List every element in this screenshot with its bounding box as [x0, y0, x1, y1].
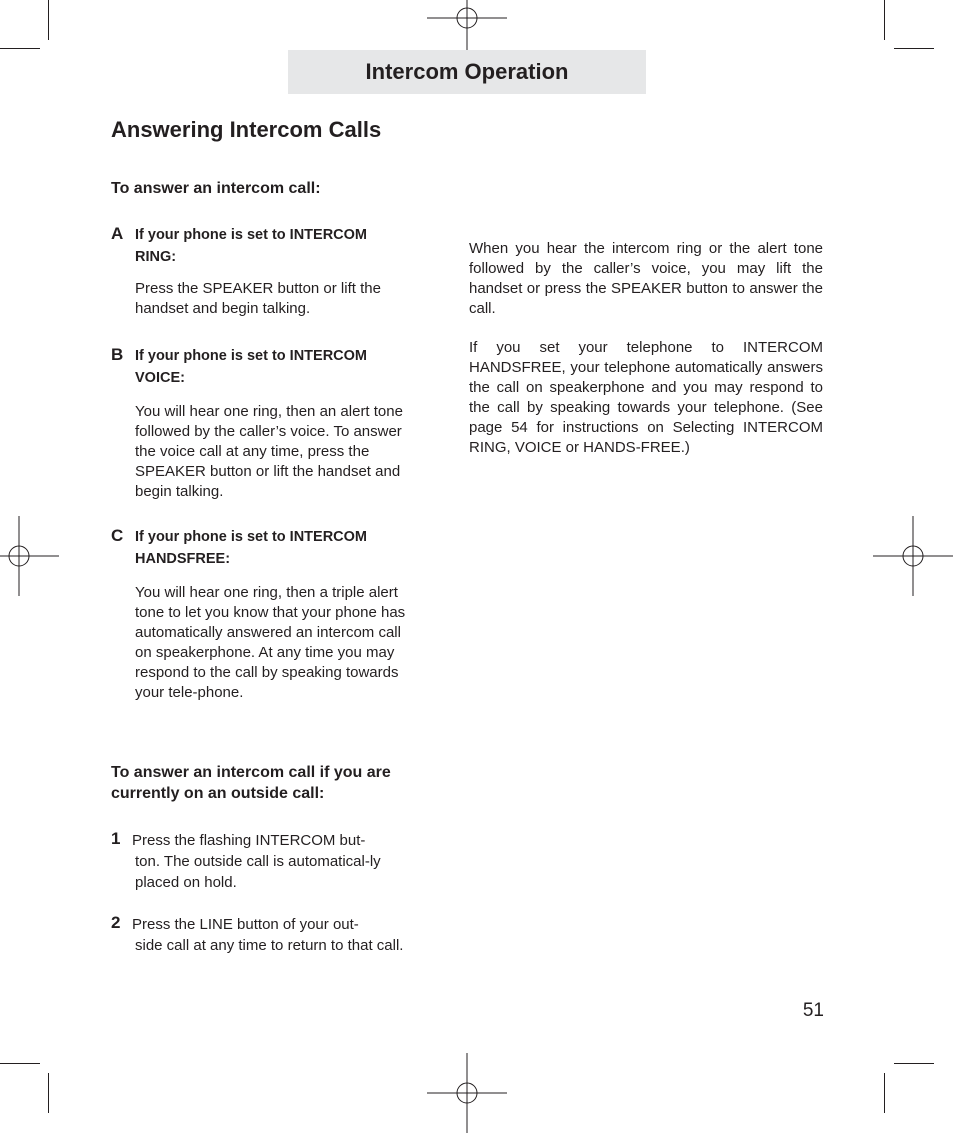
crop-mark: [48, 1073, 49, 1113]
registration-mark-icon: [873, 516, 953, 596]
crop-mark: [0, 48, 40, 49]
item-condition: If your phone is set to INTERCOM RING:: [135, 227, 368, 265]
crop-mark: [0, 1063, 40, 1064]
chapter-banner: [288, 50, 646, 94]
item-condition: If your phone is set to INTERCOM HANDSFREE:: [135, 529, 368, 567]
body-paragraph: If you set your telephone to INTERCOM HANDSFREE, your telephone automatically answers the call on speakerphone and you may respond to the call by speaking towards your telephone. (See page 54 for instructions on Selecting INTERCOM RING, VOICE or HANDS-FREE.): [469, 339, 823, 456]
item-text: Press the SPEAKER button or lift the handset and begin talking.: [135, 280, 381, 317]
item-letter: B: [111, 345, 124, 364]
crop-mark: [884, 1073, 885, 1113]
chapter-title: Intercom Operation: [365, 59, 569, 84]
item-text: You will hear one ring, then an alert tone followed by the caller’s voice. To answer the voice call at any time, press the SPEAKER button or lift the handset and begin talking.: [135, 403, 403, 500]
item-letter: C: [111, 526, 124, 545]
step-text: side call at any time to return to that call.: [135, 937, 404, 954]
registration-mark-icon: [427, 1053, 507, 1133]
section-title: Answering Intercom Calls: [111, 117, 382, 142]
crop-mark: [894, 48, 934, 49]
step-number: 2: [111, 913, 121, 932]
step-text: ton. The outside call is automatical-ly placed on hold.: [135, 853, 381, 891]
subheading: To answer an intercom call:: [111, 180, 321, 197]
item-condition: If your phone is set to INTERCOM VOICE:: [135, 348, 368, 386]
crop-mark: [884, 0, 885, 40]
crop-mark: [894, 1063, 934, 1064]
step-text: Press the LINE button of your out-: [132, 916, 359, 933]
item-letter: A: [111, 224, 124, 243]
page-number: 51: [802, 1000, 824, 1021]
body-paragraph: When you hear the intercom ring or the alert tone followed by the caller’s voice, you may lift the handset or press the SPEAKER button to answer the call.: [469, 240, 823, 317]
crop-mark: [48, 0, 49, 40]
registration-mark-icon: [0, 516, 59, 596]
step-number: 1: [111, 829, 121, 848]
item-text: You will hear one ring, then a triple alert tone to let you know that your phone has automatically answered an intercom call on speakerphone. At any time you may respond to the call by speaking towards your tele-phone.: [135, 584, 406, 701]
step-text: Press the flashing INTERCOM but-: [132, 832, 366, 849]
subheading: To answer an intercom call if you are currently on an outside call:: [111, 764, 391, 802]
